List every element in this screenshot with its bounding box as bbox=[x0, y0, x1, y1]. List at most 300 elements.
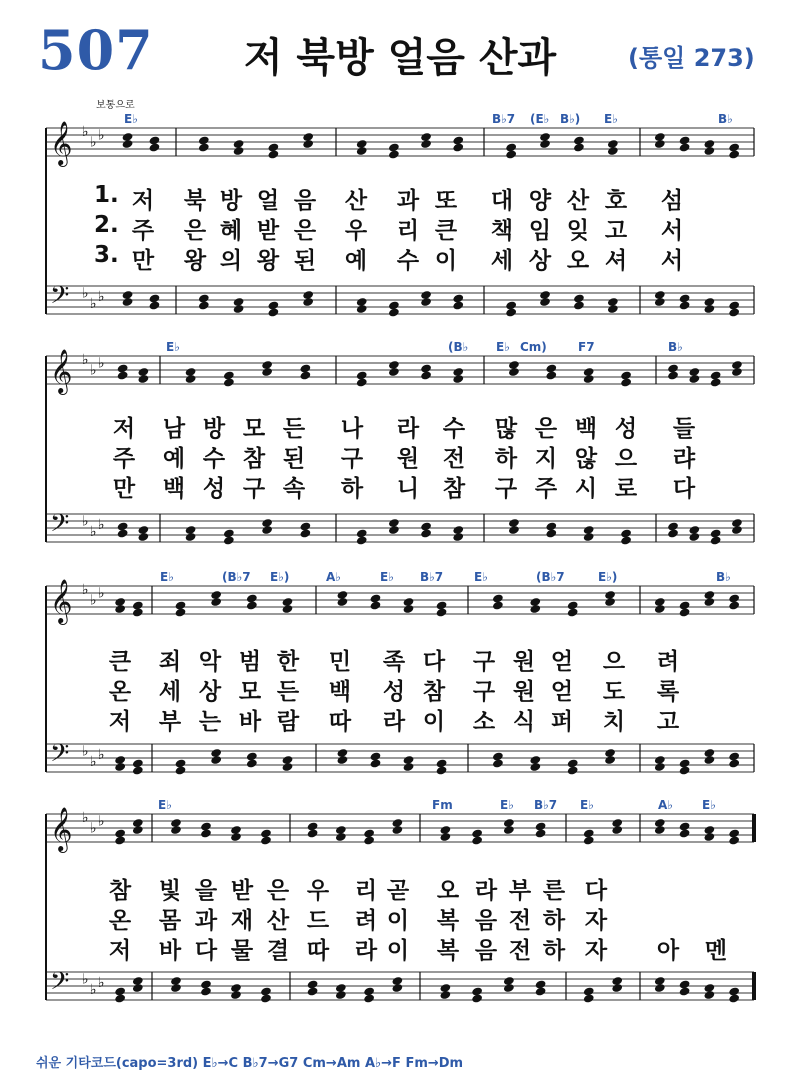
note-head bbox=[132, 765, 144, 775]
note-head bbox=[302, 139, 314, 149]
lyric-syllable: 서 bbox=[660, 248, 684, 274]
lyric-syllable: 하 bbox=[542, 908, 566, 934]
flat-icon: ♭ bbox=[90, 754, 97, 770]
note-head bbox=[703, 990, 715, 1000]
note-head bbox=[233, 146, 245, 156]
lyric-syllable: 왕 bbox=[183, 248, 207, 274]
treble-clef-icon: 𝄞 bbox=[50, 121, 73, 165]
lyric-line-verse-2 bbox=[0, 902, 800, 932]
flat-icon: ♭ bbox=[90, 820, 97, 837]
chord-symbol: E♭) bbox=[270, 570, 290, 584]
lyric-syllable: 을 bbox=[194, 878, 218, 904]
note-head bbox=[114, 993, 126, 1003]
flat-icon: ♭ bbox=[82, 352, 89, 368]
note-head bbox=[583, 835, 595, 845]
note-head bbox=[607, 146, 619, 156]
note-head bbox=[503, 983, 515, 993]
lyric-syllable: 라 bbox=[396, 416, 420, 442]
lyric-syllable: 호 bbox=[604, 188, 628, 214]
bass-clef-icon: 𝄢 bbox=[50, 967, 70, 1002]
lyric-line-verse-1 bbox=[0, 182, 800, 212]
note-head bbox=[420, 297, 432, 307]
lyric-syllable: 구 bbox=[340, 446, 364, 472]
note-head bbox=[117, 370, 129, 380]
flat-icon: ♭ bbox=[90, 362, 97, 379]
note-head bbox=[567, 607, 579, 617]
lyric-line-verse-3 bbox=[0, 932, 800, 962]
lyric-syllable: 소 bbox=[472, 709, 496, 735]
lyric-syllable: 큰 bbox=[108, 649, 132, 675]
lyric-syllable: 이 bbox=[422, 709, 446, 735]
treble-clef-icon: 𝄞 bbox=[50, 807, 73, 851]
note-head bbox=[654, 983, 666, 993]
note-head bbox=[505, 149, 517, 159]
note-head bbox=[261, 525, 273, 535]
lyric-syllable: 드 bbox=[306, 908, 330, 934]
lyric-syllable: 예 bbox=[344, 248, 368, 274]
note-head bbox=[198, 300, 210, 310]
note-head bbox=[611, 825, 623, 835]
note-head bbox=[731, 525, 743, 535]
lyric-syllable: 된 bbox=[282, 446, 306, 472]
note-head bbox=[420, 139, 432, 149]
note-head bbox=[198, 142, 210, 152]
lyric-line-verse-1 bbox=[0, 410, 800, 440]
note-head bbox=[667, 370, 679, 380]
lyric-syllable: 모 bbox=[242, 416, 266, 442]
lyric-syllable: 고 bbox=[604, 218, 628, 244]
note-head bbox=[654, 604, 666, 614]
lyric-line-verse-1 bbox=[0, 643, 800, 673]
note-head bbox=[573, 142, 585, 152]
note-head bbox=[335, 832, 347, 842]
note-head bbox=[535, 828, 547, 838]
flat-icon: ♭ bbox=[82, 810, 89, 826]
note-head bbox=[679, 142, 691, 152]
hymn-title: 저 북방 얼음 산과 bbox=[243, 35, 557, 81]
note-head bbox=[170, 825, 182, 835]
lyric-syllable: 퍼 bbox=[550, 709, 574, 735]
lyric-syllable: 빛 bbox=[158, 878, 182, 904]
note-head bbox=[654, 825, 666, 835]
chord-symbol: B♭) bbox=[560, 112, 581, 126]
note-head bbox=[728, 993, 740, 1003]
flat-icon: ♭ bbox=[98, 747, 105, 763]
note-head bbox=[688, 374, 700, 384]
chord-symbol: E♭ bbox=[496, 340, 510, 354]
flat-icon: ♭ bbox=[98, 585, 105, 602]
note-head bbox=[223, 377, 235, 387]
note-head bbox=[246, 758, 258, 768]
note-head bbox=[710, 535, 722, 545]
note-head bbox=[607, 304, 619, 314]
lyric-syllable: 이 bbox=[386, 908, 410, 934]
lyric-syllable: 결 bbox=[266, 938, 290, 964]
lyric-syllable: 범 bbox=[238, 649, 262, 675]
lyric-syllable: 라 bbox=[474, 878, 498, 904]
lyric-syllable: 자 bbox=[584, 908, 608, 934]
note-head bbox=[267, 149, 279, 159]
lyric-syllable: 나 bbox=[340, 416, 364, 442]
lyric-syllable: 성 bbox=[614, 416, 638, 442]
note-head bbox=[370, 758, 382, 768]
lyric-syllable: 는 bbox=[198, 709, 222, 735]
note-head bbox=[122, 139, 134, 149]
lyric-syllable: 른 bbox=[542, 878, 566, 904]
lyric-syllable: 혜 bbox=[219, 218, 243, 244]
note-head bbox=[230, 990, 242, 1000]
lyric-syllable: 셔 bbox=[604, 248, 628, 274]
note-head bbox=[703, 755, 715, 765]
lyric-syllable: 려 bbox=[354, 908, 378, 934]
note-head bbox=[132, 825, 144, 835]
lyric-syllable: 얻 bbox=[550, 649, 574, 675]
lyric-syllable: 음 bbox=[474, 908, 498, 934]
note-head bbox=[508, 525, 520, 535]
lyric-syllable: 니 bbox=[396, 476, 420, 502]
chord-symbol: E♭ bbox=[604, 112, 618, 126]
note-head bbox=[679, 607, 691, 617]
note-head bbox=[505, 307, 517, 317]
lyric-syllable: 백 bbox=[328, 679, 352, 705]
lyric-syllable: 참 bbox=[108, 878, 132, 904]
lyric-syllable: 양 bbox=[528, 188, 552, 214]
lyric-line-verse-2 bbox=[0, 673, 800, 703]
chord-symbol: (B♭7 bbox=[222, 570, 251, 584]
lyric-syllable: 부 bbox=[158, 709, 182, 735]
lyric-syllable: 수 bbox=[202, 446, 226, 472]
note-head bbox=[356, 146, 368, 156]
lyric-syllable: 곧 bbox=[386, 878, 410, 904]
chord-symbol: F7 bbox=[578, 340, 595, 354]
lyric-syllable: 리 bbox=[354, 878, 378, 904]
lyric-syllable: 이 bbox=[386, 938, 410, 964]
lyric-syllable: 원 bbox=[512, 679, 536, 705]
lyric-syllable: 든 bbox=[276, 679, 300, 705]
note-head bbox=[471, 993, 483, 1003]
note-head bbox=[356, 377, 368, 387]
note-head bbox=[583, 374, 595, 384]
lyric-syllable: 로 bbox=[614, 476, 638, 502]
lyric-syllable: 이 bbox=[434, 248, 458, 274]
lyric-syllable: 원 bbox=[512, 649, 536, 675]
note-head bbox=[667, 528, 679, 538]
note-head bbox=[403, 604, 415, 614]
note-head bbox=[654, 297, 666, 307]
lyric-syllable: 저 bbox=[112, 416, 136, 442]
note-head bbox=[545, 528, 557, 538]
note-head bbox=[233, 304, 245, 314]
note-head bbox=[539, 297, 551, 307]
chord-symbol: Cm) bbox=[520, 340, 547, 354]
note-head bbox=[679, 828, 691, 838]
lyric-syllable: 다 bbox=[422, 649, 446, 675]
note-head bbox=[492, 600, 504, 610]
lyric-syllable: 산 bbox=[266, 908, 290, 934]
note-head bbox=[356, 535, 368, 545]
lyric-syllable: 백 bbox=[574, 416, 598, 442]
lyric-line-verse-1 bbox=[0, 872, 800, 902]
lyric-syllable: 저 bbox=[131, 188, 155, 214]
chord-symbol: (B♭7 bbox=[536, 570, 565, 584]
lyric-syllable: 구 bbox=[242, 476, 266, 502]
flat-icon: ♭ bbox=[82, 513, 89, 530]
note-head bbox=[114, 604, 126, 614]
lyric-syllable: 세 bbox=[158, 679, 182, 705]
note-head bbox=[535, 986, 547, 996]
note-head bbox=[583, 532, 595, 542]
lyric-syllable: 북 bbox=[183, 188, 207, 214]
flat-icon: ♭ bbox=[82, 971, 89, 988]
lyric-syllable: 부 bbox=[508, 878, 532, 904]
chord-symbol: E♭ bbox=[474, 570, 488, 584]
lyric-syllable: 저 bbox=[108, 709, 132, 735]
note-head bbox=[654, 762, 666, 772]
note-head bbox=[731, 367, 743, 377]
lyric-syllable: 우 bbox=[306, 878, 330, 904]
chord-symbol: A♭ bbox=[326, 570, 341, 584]
note-head bbox=[363, 993, 375, 1003]
chord-symbol: B♭ bbox=[668, 340, 683, 354]
lyric-syllable: 은 bbox=[183, 218, 207, 244]
note-head bbox=[703, 832, 715, 842]
flat-icon: ♭ bbox=[90, 134, 97, 151]
lyric-syllable: 따 bbox=[328, 709, 352, 735]
treble-clef-icon: 𝄞 bbox=[50, 349, 73, 393]
lyric-syllable: 은 bbox=[266, 878, 290, 904]
note-head bbox=[299, 370, 311, 380]
note-head bbox=[436, 765, 448, 775]
flat-icon: ♭ bbox=[82, 285, 89, 302]
lyric-syllable: 악 bbox=[198, 649, 222, 675]
chord-symbol: Fm bbox=[432, 798, 453, 812]
note-head bbox=[703, 304, 715, 314]
flat-icon: ♭ bbox=[98, 355, 105, 372]
note-head bbox=[302, 297, 314, 307]
note-head bbox=[391, 983, 403, 993]
lyric-syllable: 주 bbox=[131, 218, 155, 244]
lyric-syllable: 은 bbox=[293, 218, 317, 244]
note-head bbox=[539, 139, 551, 149]
note-head bbox=[529, 762, 541, 772]
note-head bbox=[260, 993, 272, 1003]
lyric-syllable: 재 bbox=[230, 908, 254, 934]
note-head bbox=[452, 374, 464, 384]
lyric-syllable: 다 bbox=[672, 476, 696, 502]
lyric-syllable: 다 bbox=[584, 878, 608, 904]
lyric-syllable: 록 bbox=[656, 679, 680, 705]
lyric-syllable: 산 bbox=[566, 188, 590, 214]
chord-symbol: (E♭ bbox=[530, 112, 550, 126]
note-head bbox=[503, 825, 515, 835]
bass-clef-icon: 𝄢 bbox=[50, 509, 70, 544]
lyric-syllable: 복 bbox=[436, 938, 460, 964]
chord-symbol: B♭ bbox=[718, 112, 733, 126]
note-head bbox=[679, 300, 691, 310]
note-head bbox=[567, 765, 579, 775]
note-head bbox=[307, 828, 319, 838]
lyric-syllable: 참 bbox=[422, 679, 446, 705]
unified-hymnal-number: (통일 273) bbox=[628, 44, 755, 72]
note-head bbox=[583, 993, 595, 1003]
hymn-number: 507 bbox=[38, 18, 154, 82]
note-head bbox=[728, 307, 740, 317]
lyric-syllable: 랴 bbox=[672, 446, 696, 472]
note-head bbox=[337, 755, 349, 765]
lyric-syllable: 원 bbox=[396, 446, 420, 472]
chord-symbol: E♭) bbox=[598, 570, 618, 584]
lyric-syllable: 바 bbox=[238, 709, 262, 735]
lyric-syllable: 수 bbox=[396, 248, 420, 274]
note-head bbox=[545, 370, 557, 380]
chord-symbol: B♭7 bbox=[534, 798, 558, 812]
lyric-syllable: 바 bbox=[158, 938, 182, 964]
chord-symbol: E♭ bbox=[124, 112, 138, 126]
lyric-syllable: 구 bbox=[472, 679, 496, 705]
lyric-syllable: 으 bbox=[602, 649, 626, 675]
lyric-syllable: 람 bbox=[276, 709, 300, 735]
tempo-marking: 보통으로 bbox=[96, 100, 135, 111]
flat-icon: ♭ bbox=[90, 982, 97, 998]
note-head bbox=[370, 600, 382, 610]
lyric-syllable: 우 bbox=[344, 218, 368, 244]
lyric-syllable: 온 bbox=[108, 908, 132, 934]
lyric-syllable: 또 bbox=[434, 188, 458, 214]
lyric-line-verse-3 bbox=[0, 703, 800, 733]
note-head bbox=[388, 149, 400, 159]
lyric-syllable: 참 bbox=[442, 476, 466, 502]
note-head bbox=[388, 525, 400, 535]
note-head bbox=[122, 297, 134, 307]
lyric-syllable: 성 bbox=[382, 679, 406, 705]
note-head bbox=[267, 307, 279, 317]
note-head bbox=[452, 300, 464, 310]
lyric-syllable: 남 bbox=[162, 416, 186, 442]
lyric-syllable: 한 bbox=[276, 649, 300, 675]
note-head bbox=[703, 146, 715, 156]
lyric-syllable: 저 bbox=[108, 938, 132, 964]
lyric-syllable: 리 bbox=[396, 218, 420, 244]
lyric-syllable: 과 bbox=[396, 188, 420, 214]
note-head bbox=[260, 835, 272, 845]
lyric-syllable: 대 bbox=[490, 188, 514, 214]
lyric-syllable: 서 bbox=[660, 218, 684, 244]
lyric-syllable: 예 bbox=[162, 446, 186, 472]
lyric-syllable: 주 bbox=[534, 476, 558, 502]
lyric-syllable: 참 bbox=[242, 446, 266, 472]
lyric-line-verse-2 bbox=[0, 212, 800, 242]
chord-symbol: A♭ bbox=[658, 798, 673, 812]
note-head bbox=[363, 835, 375, 845]
flat-icon: ♭ bbox=[90, 524, 97, 540]
lyric-syllable: 많 bbox=[494, 416, 518, 442]
lyric-syllable: 구 bbox=[472, 649, 496, 675]
note-head bbox=[688, 532, 700, 542]
chord-symbol: B♭7 bbox=[492, 112, 516, 126]
chord-symbol: E♭ bbox=[580, 798, 594, 812]
lyric-syllable: 않 bbox=[574, 446, 598, 472]
lyric-syllable: 오 bbox=[566, 248, 590, 274]
note-head bbox=[282, 762, 294, 772]
lyric-syllable: 세 bbox=[490, 248, 514, 274]
lyric-syllable: 들 bbox=[672, 416, 696, 442]
lyric-syllable: 모 bbox=[238, 679, 262, 705]
lyric-syllable: 치 bbox=[602, 709, 626, 735]
chord-symbol: E♭ bbox=[500, 798, 514, 812]
note-head bbox=[452, 532, 464, 542]
lyric-syllable: 멘 bbox=[704, 938, 728, 964]
note-head bbox=[508, 367, 520, 377]
note-head bbox=[223, 535, 235, 545]
lyric-syllable: 과 bbox=[194, 908, 218, 934]
lyric-syllable: 얻 bbox=[550, 679, 574, 705]
lyric-syllable: 받 bbox=[230, 878, 254, 904]
lyric-line-verse-2 bbox=[0, 440, 800, 470]
note-head bbox=[391, 825, 403, 835]
lyric-syllable: 된 bbox=[293, 248, 317, 274]
note-head bbox=[282, 604, 294, 614]
lyric-syllable: 주 bbox=[112, 446, 136, 472]
lyric-syllable: 상 bbox=[198, 679, 222, 705]
chord-symbol: E♭ bbox=[166, 340, 180, 354]
note-head bbox=[654, 139, 666, 149]
lyric-syllable: 도 bbox=[602, 679, 626, 705]
flat-icon: ♭ bbox=[82, 124, 89, 140]
lyric-syllable: 하 bbox=[542, 938, 566, 964]
lyric-syllable: 잊 bbox=[566, 218, 590, 244]
lyric-syllable: 든 bbox=[282, 416, 306, 442]
chord-symbol: E♭ bbox=[158, 798, 172, 812]
lyric-syllable: 음 bbox=[293, 188, 317, 214]
lyric-syllable: 전 bbox=[442, 446, 466, 472]
note-head bbox=[307, 986, 319, 996]
note-head bbox=[137, 532, 149, 542]
note-head bbox=[679, 986, 691, 996]
lyric-syllable: 오 bbox=[436, 878, 460, 904]
lyric-syllable: 식 bbox=[512, 709, 536, 735]
chord-symbol: B♭ bbox=[716, 570, 731, 584]
note-head bbox=[210, 755, 222, 765]
lyric-syllable: 라 bbox=[382, 709, 406, 735]
flat-icon: ♭ bbox=[82, 582, 89, 598]
lyric-syllable: 방 bbox=[202, 416, 226, 442]
note-head bbox=[728, 600, 740, 610]
flat-icon: ♭ bbox=[98, 975, 105, 991]
lyric-syllable: 죄 bbox=[158, 649, 182, 675]
lyric-syllable: 하 bbox=[340, 476, 364, 502]
note-head bbox=[471, 835, 483, 845]
lyric-syllable: 전 bbox=[508, 938, 532, 964]
lyric-line-verse-3 bbox=[0, 470, 800, 500]
lyric-syllable: 자 bbox=[584, 938, 608, 964]
note-head bbox=[132, 607, 144, 617]
lyric-syllable: 의 bbox=[219, 248, 243, 274]
lyric-syllable: 아 bbox=[656, 938, 680, 964]
lyric-syllable: 음 bbox=[474, 938, 498, 964]
lyric-syllable: 산 bbox=[344, 188, 368, 214]
note-head bbox=[492, 758, 504, 768]
lyric-syllable: 받 bbox=[256, 218, 280, 244]
note-head bbox=[246, 600, 258, 610]
lyric-syllable: 섬 bbox=[660, 188, 684, 214]
flat-icon: ♭ bbox=[82, 743, 89, 760]
lyric-syllable: 다 bbox=[194, 938, 218, 964]
chord-symbol: (B♭ bbox=[448, 340, 469, 354]
note-head bbox=[185, 532, 197, 542]
note-head bbox=[175, 607, 187, 617]
lyric-syllable: 백 bbox=[162, 476, 186, 502]
note-head bbox=[436, 607, 448, 617]
